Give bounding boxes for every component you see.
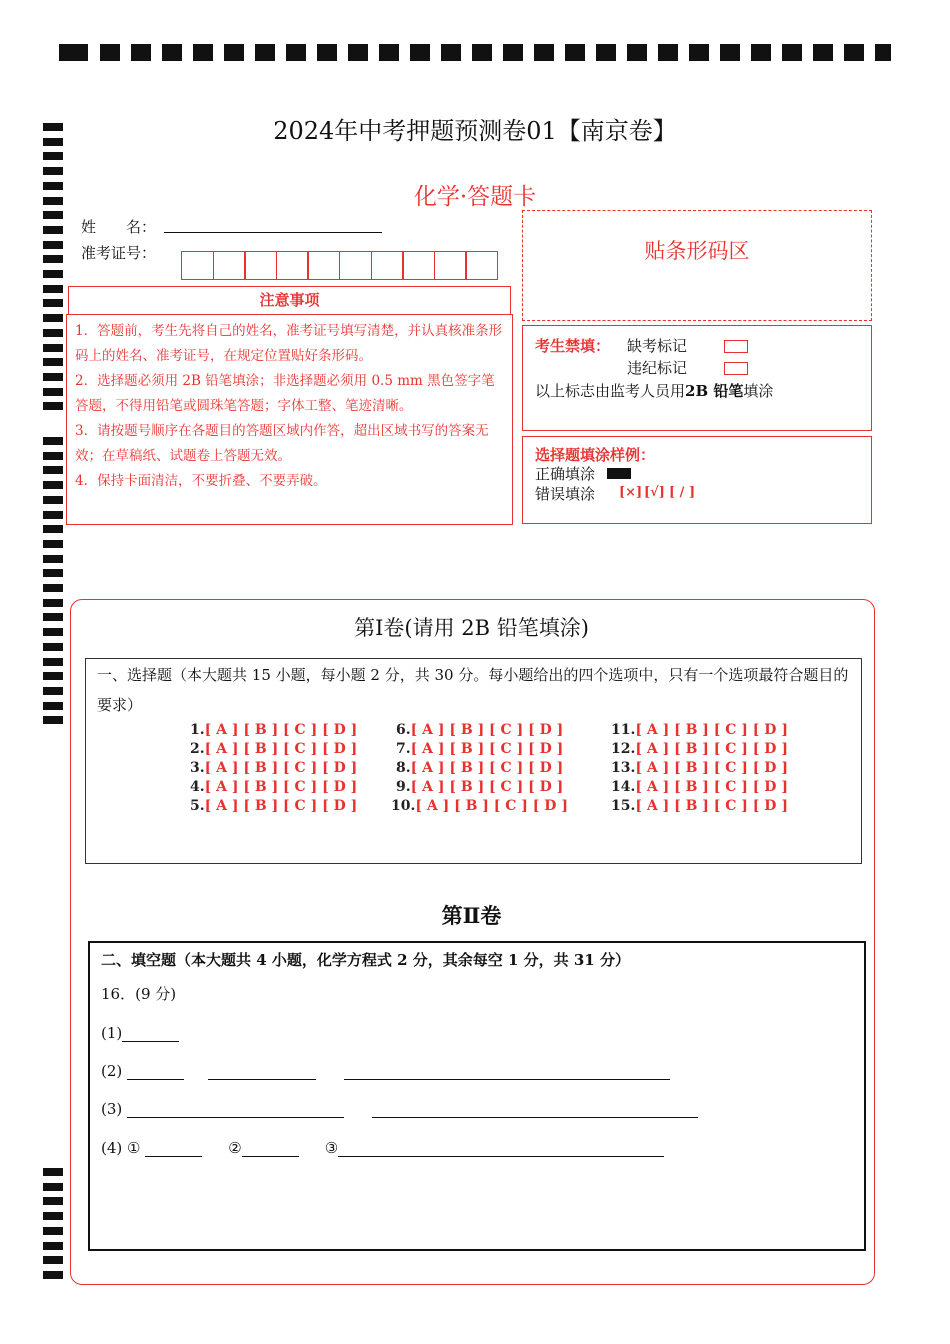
- answer-blank[interactable]: [208, 1064, 316, 1080]
- violation-label: 违纪标记: [627, 359, 688, 377]
- mc-question-row[interactable]: [611, 798, 788, 814]
- alignment-dash: [43, 1271, 63, 1279]
- mc-question-row[interactable]: [190, 722, 357, 738]
- alignment-dash: [43, 358, 63, 366]
- alignment-dash: [43, 329, 63, 337]
- mc-options[interactable]: [ A ] [ B ] [ C ] [ D ]: [410, 722, 564, 738]
- blank-label: ②: [228, 1139, 242, 1157]
- alignment-dash: [43, 716, 63, 724]
- alignment-dash: [43, 344, 63, 352]
- mc-question-row[interactable]: [396, 722, 563, 738]
- alignment-dash: [43, 1212, 63, 1220]
- alignment-dash: [43, 167, 63, 175]
- fill-in-box: [88, 941, 866, 1251]
- alignment-dash: [43, 299, 63, 307]
- mc-options[interactable]: [ A ] [ B ] [ C ] [ D ]: [204, 722, 358, 738]
- alignment-dash: [813, 44, 833, 61]
- alignment-dash: [43, 1168, 63, 1176]
- correct-fill-sample: [607, 468, 631, 479]
- mc-options[interactable]: [ A ] [ B ] [ C ] [ D ]: [204, 760, 358, 776]
- page-subtitle: 化学·答题卡: [413, 184, 537, 210]
- mc-options[interactable]: [ A ] [ B ] [ C ] [ D ]: [204, 779, 358, 795]
- note-item: 3．请按题号顺序在各题目的答题区域内作答，超出区域书写的答案无效；在草稿纸、试题卷上答题无效。: [75, 423, 489, 464]
- absent-mark-box[interactable]: [724, 340, 748, 353]
- blank-row-2: [101, 1062, 670, 1080]
- id-digit-box[interactable]: [276, 251, 309, 280]
- top-alignment-bar: [59, 44, 891, 61]
- alignment-dash: [782, 44, 802, 61]
- alignment-dash: [43, 481, 63, 489]
- left-alignment-marks-lower: [43, 437, 63, 727]
- alignment-dash: [43, 270, 63, 278]
- blank-label: (1): [101, 1024, 123, 1042]
- name-label: 姓 名：: [81, 218, 157, 236]
- note-item: 2．选择题必须用 2B 铅笔填涂；非选择题必须用 0.5 mm 黑色签字笔答题，不得用铅笔或圆珠笔答题；字体工整、笔迹清晰。: [75, 373, 495, 414]
- alignment-dash: [43, 285, 63, 293]
- alignment-dash: [43, 241, 63, 249]
- alignment-dash: [43, 466, 63, 474]
- alignment-dash: [720, 44, 740, 61]
- alignment-dash: [43, 314, 63, 322]
- mc-question-number: 2.: [190, 741, 205, 757]
- left-alignment-marks-bottom: [43, 1168, 63, 1278]
- alignment-dash: [100, 44, 120, 61]
- alignment-dash: [43, 226, 63, 234]
- mc-question-number: 5.: [190, 798, 205, 814]
- alignment-dash: [43, 702, 63, 710]
- mc-question-row[interactable]: [611, 741, 788, 757]
- wrong-label: 错误填涂: [535, 485, 596, 503]
- mc-question-row[interactable]: [190, 760, 357, 776]
- mc-instructions: 一、选择题（本大题共 15 小题，每小题 2 分，共 30 分。每小题给出的四个选项中，只有一个选项最符合题目的要求）: [97, 666, 849, 714]
- mc-question-number: 13.: [611, 760, 636, 776]
- mc-question-number: 10.: [391, 798, 416, 814]
- mc-question-number: 15.: [611, 798, 636, 814]
- mc-options[interactable]: [ A ] [ B ] [ C ] [ D ]: [635, 741, 788, 757]
- alignment-dash: [43, 437, 63, 445]
- id-digit-box[interactable]: [371, 251, 404, 280]
- mc-options[interactable]: [ A ] [ B ] [ C ] [ D ]: [204, 741, 358, 757]
- alignment-dash: [43, 402, 63, 410]
- alignment-dash: [844, 44, 864, 61]
- fill-instructions: 二、填空题（本大题共 4 小题，化学方程式 2 分，其余每空 1 分，共 31 分）: [101, 951, 630, 969]
- answer-blank[interactable]: [338, 1141, 664, 1157]
- alignment-dash: [224, 44, 244, 61]
- alignment-dash: [255, 44, 275, 61]
- blank-label: (4) ①: [101, 1139, 141, 1157]
- forbidden-note-suffix: 填涂: [743, 382, 774, 400]
- alignment-dash: [43, 388, 63, 396]
- absent-label: 缺考标记: [627, 337, 688, 355]
- blank-label: (3): [101, 1100, 123, 1118]
- mc-question-row[interactable]: [396, 779, 563, 795]
- answer-blank[interactable]: [145, 1141, 202, 1157]
- name-field[interactable]: [164, 232, 382, 233]
- id-digit-box[interactable]: [465, 251, 498, 280]
- id-digit-box[interactable]: [244, 251, 277, 280]
- mc-options[interactable]: [ A ] [ B ] [ C ] [ D ]: [635, 798, 788, 814]
- alignment-dash: [131, 44, 151, 61]
- alignment-dash: [410, 44, 430, 61]
- alignment-dash: [43, 1242, 63, 1250]
- forbidden-note-bold: 2B 铅笔: [685, 382, 744, 400]
- mc-options[interactable]: [ A ] [ B ] [ C ] [ D ]: [415, 798, 568, 814]
- alignment-dash: [43, 584, 63, 592]
- alignment-dash: [565, 44, 585, 61]
- id-digit-box[interactable]: [339, 251, 372, 280]
- sample-box: [522, 436, 872, 524]
- alignment-dash: [286, 44, 306, 61]
- alignment-dash: [43, 525, 63, 533]
- id-digit-box[interactable]: [181, 251, 214, 280]
- alignment-dash: [43, 373, 63, 381]
- mc-question-row[interactable]: [611, 760, 788, 776]
- q16-label: 16．(9 分): [101, 985, 177, 1003]
- mc-question-number: 12.: [611, 741, 636, 757]
- alignment-dash: [43, 599, 63, 607]
- correct-label: 正确填涂: [535, 465, 596, 483]
- blank-label: ③: [324, 1139, 339, 1157]
- mc-options[interactable]: [ A ] [ B ] [ C ] [ D ]: [410, 741, 564, 757]
- mc-question-row[interactable]: [396, 760, 563, 776]
- alignment-dash: [193, 44, 213, 61]
- wrong-mark: [×]: [619, 485, 643, 500]
- mc-question-number: 3.: [190, 760, 205, 776]
- mc-question-number: 9.: [396, 779, 411, 795]
- alignment-dash: [43, 687, 63, 695]
- forbidden-note: [535, 380, 773, 401]
- answer-blank[interactable]: [127, 1102, 344, 1118]
- mc-options[interactable]: [ A ] [ B ] [ C ] [ D ]: [410, 779, 564, 795]
- mc-question-number: 11.: [611, 722, 636, 738]
- notes-heading: 注意事项: [68, 286, 511, 315]
- forbidden-note-prefix: 以上标志由监考人员用: [535, 382, 686, 400]
- alignment-dash: [43, 1197, 63, 1205]
- wrong-mark: [√]: [644, 485, 665, 500]
- mc-question-number: 6.: [396, 722, 411, 738]
- alignment-dash: [43, 152, 63, 160]
- alignment-dash: [43, 613, 63, 621]
- alignment-dash: [441, 44, 461, 61]
- id-digit-box[interactable]: [213, 251, 246, 280]
- alignment-dash: [43, 672, 63, 680]
- mc-question-row[interactable]: [190, 779, 357, 795]
- mc-question-row[interactable]: [611, 779, 788, 795]
- alignment-dash: [43, 211, 63, 219]
- mc-question-number: 4.: [190, 779, 205, 795]
- mc-question-number: 7.: [396, 741, 411, 757]
- note-item: 1．答题前，考生先将自己的姓名，准考证号填写清楚，并认真核准条形码上的姓名、准考证号，在规定位置贴好条形码。: [75, 323, 503, 364]
- mc-question-row[interactable]: [611, 722, 788, 738]
- mc-question-row[interactable]: [391, 798, 568, 814]
- blank-row-4: [101, 1139, 664, 1157]
- alignment-dash: [43, 569, 63, 577]
- wrong-mark: [ / ]: [669, 485, 696, 500]
- notes-box: [66, 314, 513, 525]
- alignment-dash: [43, 658, 63, 666]
- id-digit-box[interactable]: [402, 251, 435, 280]
- blank-row-1: [101, 1024, 179, 1042]
- alignment-dash: [658, 44, 678, 61]
- note-item: 4．保持卡面清洁，不要折叠、不要弄破。: [75, 473, 327, 489]
- blank-label: (2): [101, 1062, 123, 1080]
- answer-blank[interactable]: [344, 1064, 670, 1080]
- sample-heading: 选择题填涂样例：: [535, 446, 656, 464]
- alignment-dash: [43, 1227, 63, 1235]
- part1-title: 第Ⅰ卷(请用 2B 铅笔填涂): [354, 616, 589, 640]
- mc-options[interactable]: [ A ] [ B ] [ C ] [ D ]: [635, 760, 788, 776]
- answer-blank[interactable]: [372, 1102, 698, 1118]
- alignment-dash: [379, 44, 399, 61]
- mc-options[interactable]: [ A ] [ B ] [ C ] [ D ]: [635, 722, 788, 738]
- alignment-dash: [43, 452, 63, 460]
- mc-options[interactable]: [ A ] [ B ] [ C ] [ D ]: [635, 779, 788, 795]
- alignment-dash: [43, 255, 63, 263]
- alignment-dash: [348, 44, 368, 61]
- mc-question-number: 8.: [396, 760, 411, 776]
- page-title: 2024年中考押题预测卷01【南京卷】: [273, 117, 677, 145]
- alignment-dash: [59, 44, 88, 61]
- alignment-dash: [534, 44, 554, 61]
- mc-question-row[interactable]: [190, 741, 357, 757]
- alignment-dash: [43, 511, 63, 519]
- alignment-dash: [751, 44, 771, 61]
- barcode-area: 贴条形码区: [522, 210, 872, 321]
- violation-mark-box[interactable]: [724, 362, 748, 375]
- forbidden-box: [522, 325, 872, 431]
- alignment-dash: [472, 44, 492, 61]
- alignment-dash: [627, 44, 647, 61]
- part2-title: 第Ⅱ卷: [441, 903, 502, 928]
- multiple-choice-box: [85, 658, 862, 864]
- mc-question-row[interactable]: [396, 741, 563, 757]
- id-digit-box[interactable]: [307, 251, 340, 280]
- id-label: 准考证号：: [81, 244, 157, 262]
- alignment-dash: [162, 44, 182, 61]
- mc-options[interactable]: [ A ] [ B ] [ C ] [ D ]: [410, 760, 564, 776]
- id-digit-box[interactable]: [434, 251, 467, 280]
- mc-question-number: 14.: [611, 779, 636, 795]
- blank-row-3: [101, 1100, 698, 1118]
- alignment-dash: [875, 44, 891, 61]
- alignment-dash: [317, 44, 337, 61]
- alignment-dash: [43, 1183, 63, 1191]
- alignment-dash: [43, 628, 63, 636]
- answer-blank[interactable]: [242, 1141, 299, 1157]
- mc-question-row[interactable]: [190, 798, 357, 814]
- mc-options[interactable]: [ A ] [ B ] [ C ] [ D ]: [204, 798, 358, 814]
- alignment-dash: [43, 1256, 63, 1264]
- alignment-dash: [43, 555, 63, 563]
- alignment-dash: [503, 44, 523, 61]
- id-number-boxes[interactable]: [181, 251, 499, 280]
- forbidden-heading: 考生禁填：: [535, 337, 611, 355]
- alignment-dash: [689, 44, 709, 61]
- alignment-dash: [43, 643, 63, 651]
- alignment-dash: [43, 496, 63, 504]
- answer-blank[interactable]: [122, 1026, 179, 1042]
- answer-blank[interactable]: [127, 1064, 184, 1080]
- alignment-dash: [43, 540, 63, 548]
- alignment-dash: [596, 44, 616, 61]
- mc-question-number: 1.: [190, 722, 205, 738]
